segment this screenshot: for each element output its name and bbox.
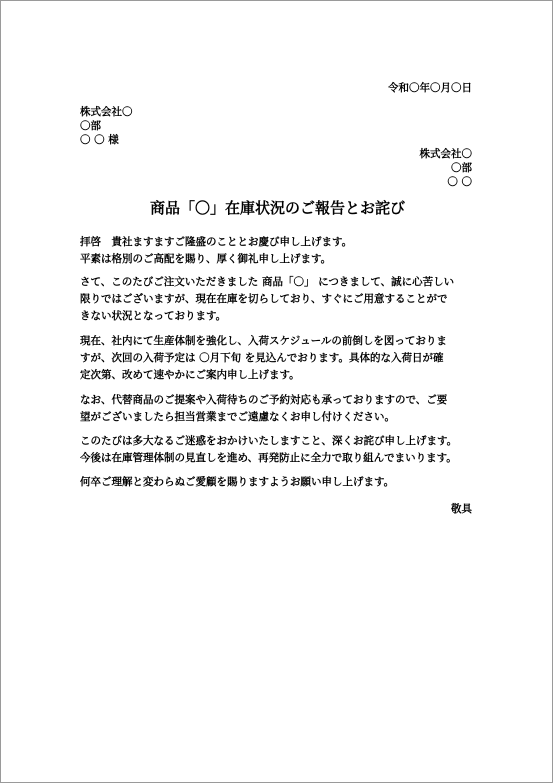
paragraph-4 (80, 392, 480, 426)
paragraph-line: 定次第、改めて速やかにご案内申し上げます。 (80, 369, 300, 381)
paragraph-3 (80, 333, 480, 384)
paragraph-line: なお、代替商品のご提案や入荷待ちのご予約対応も承っておりますので、ご要 (80, 394, 448, 406)
paragraph-line: 現在、社内にて生産体制を強化し、入荷スケジュールの前倒しを図っておりま (80, 335, 447, 347)
paragraph-5 (80, 433, 480, 467)
paragraph-6 (80, 474, 480, 491)
paragraph-1 (80, 234, 480, 268)
paragraph-2 (80, 274, 480, 325)
document-title: 商品「〇」在庫状況のご報告とお詫び (149, 199, 405, 217)
paragraph-line: 今後は在庫管理体制の見直しを進め、再発防止に全力で取り組んでまいります。 (80, 452, 457, 464)
paragraph-line: このたびは多大なるご迷惑をおかけいたしますこと、深くお詫び申し上げます。 (80, 435, 458, 447)
closing-phrase: 敬具 (451, 503, 472, 515)
paragraph-line: すが、次回の入荷予定は 〇月下旬 を見込んでおります。具体的な入荷日が確 (80, 352, 444, 364)
recipient-name: 〇 〇 様 (80, 134, 119, 146)
sender-department: 〇部 (451, 162, 472, 174)
paragraph-line: 限りではございますが、現在在庫を切らしており、すぐにご用意することがで (80, 293, 448, 305)
sender-company: 株式会社〇 (419, 148, 472, 160)
paragraph-line: 拝啓 貴社ますますご隆盛のこととお慶び申し上げます。 (80, 236, 353, 248)
paragraph-line: 平素は格別のご高配を賜り、厚く御礼申し上げます。 (80, 253, 332, 265)
paragraph-line: 何卒ご理解と変わらぬご愛顧を賜りますようお願い申し上げます。 (80, 476, 395, 488)
recipient-department: 〇部 (80, 120, 101, 132)
document-date: 令和〇年〇月〇日 (388, 82, 472, 94)
paragraph-line: さて、このたびご注文いただきました 商品「〇」 につきまして、誠に心苦しい (80, 276, 455, 288)
recipient-company: 株式会社〇 (80, 106, 133, 118)
paragraph-line: きない状況となっております。 (80, 310, 227, 322)
paragraph-line: 望がございましたら担当営業までご遠慮なくお申し付けください。 (80, 411, 395, 423)
sender-name: 〇 〇 (447, 176, 472, 188)
